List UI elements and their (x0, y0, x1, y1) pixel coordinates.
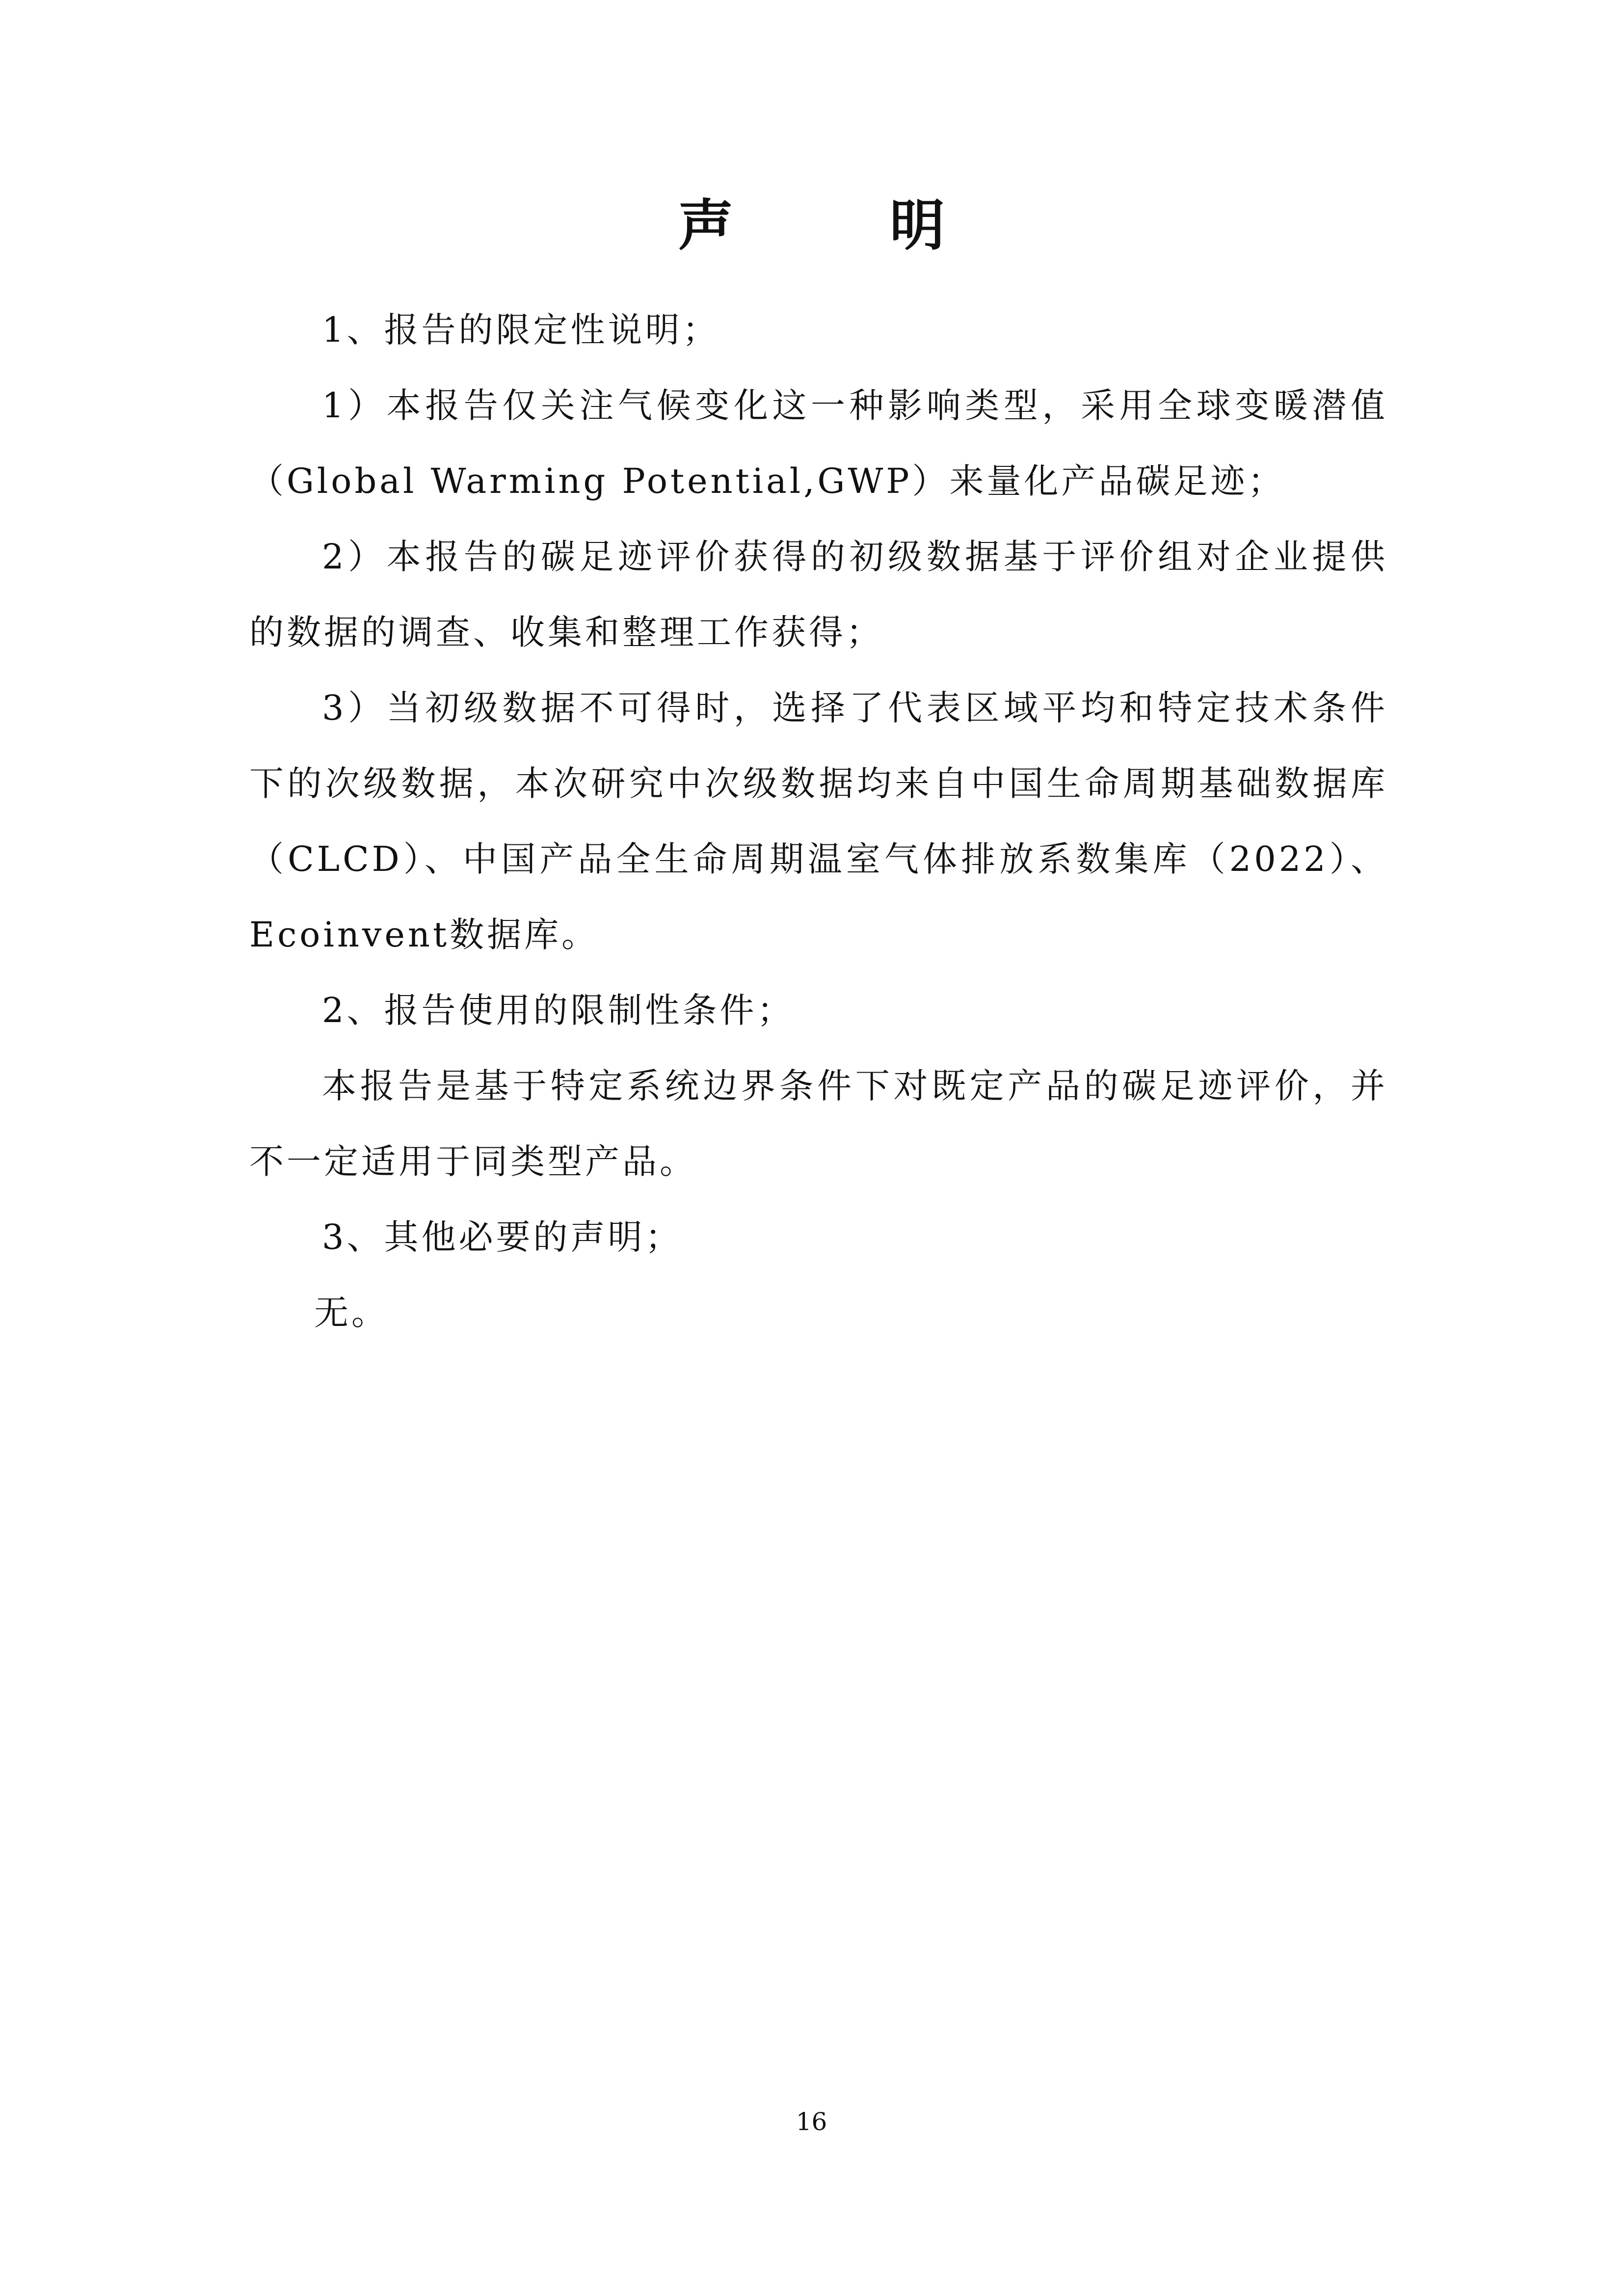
page-number: 16 (796, 2107, 827, 2136)
page-title: 声 明 (678, 193, 1013, 258)
paragraph-limitations: 本报告是基于特定系统边界条件下对既定产品的碳足迹评价，并不一定适用于同类型产品。 (249, 1066, 1388, 1182)
paragraph-item-3: 3）当初级数据不可得时，选择了代表区域平均和特定技术条件下的次级数据，本次研究中次级数据均来自中国生命周期基础数据库（CLCD）、中国产品全生命周期温室气体排放系数集库（2022）、Ecoinvent数据库。 (249, 688, 1388, 955)
statement-body (249, 292, 1388, 1351)
paragraph-item-1: 1）本报告仅关注气候变化这一种影响类型，采用全球变暖潜值（Global Warming Potential,GWP）来量化产品碳足迹； (249, 385, 1388, 501)
section-heading-2: 2、报告使用的限制性条件； (322, 990, 795, 1030)
section-heading-1: 1、报告的限定性说明； (322, 310, 720, 350)
paragraph-none: 无。 (314, 1293, 389, 1333)
section-heading-3: 3、其他必要的声明； (322, 1217, 683, 1257)
paragraph-item-2: 2）本报告的碳足迹评价获得的初级数据基于评价组对企业提供的数据的调查、收集和整理工作获得； (249, 537, 1388, 652)
